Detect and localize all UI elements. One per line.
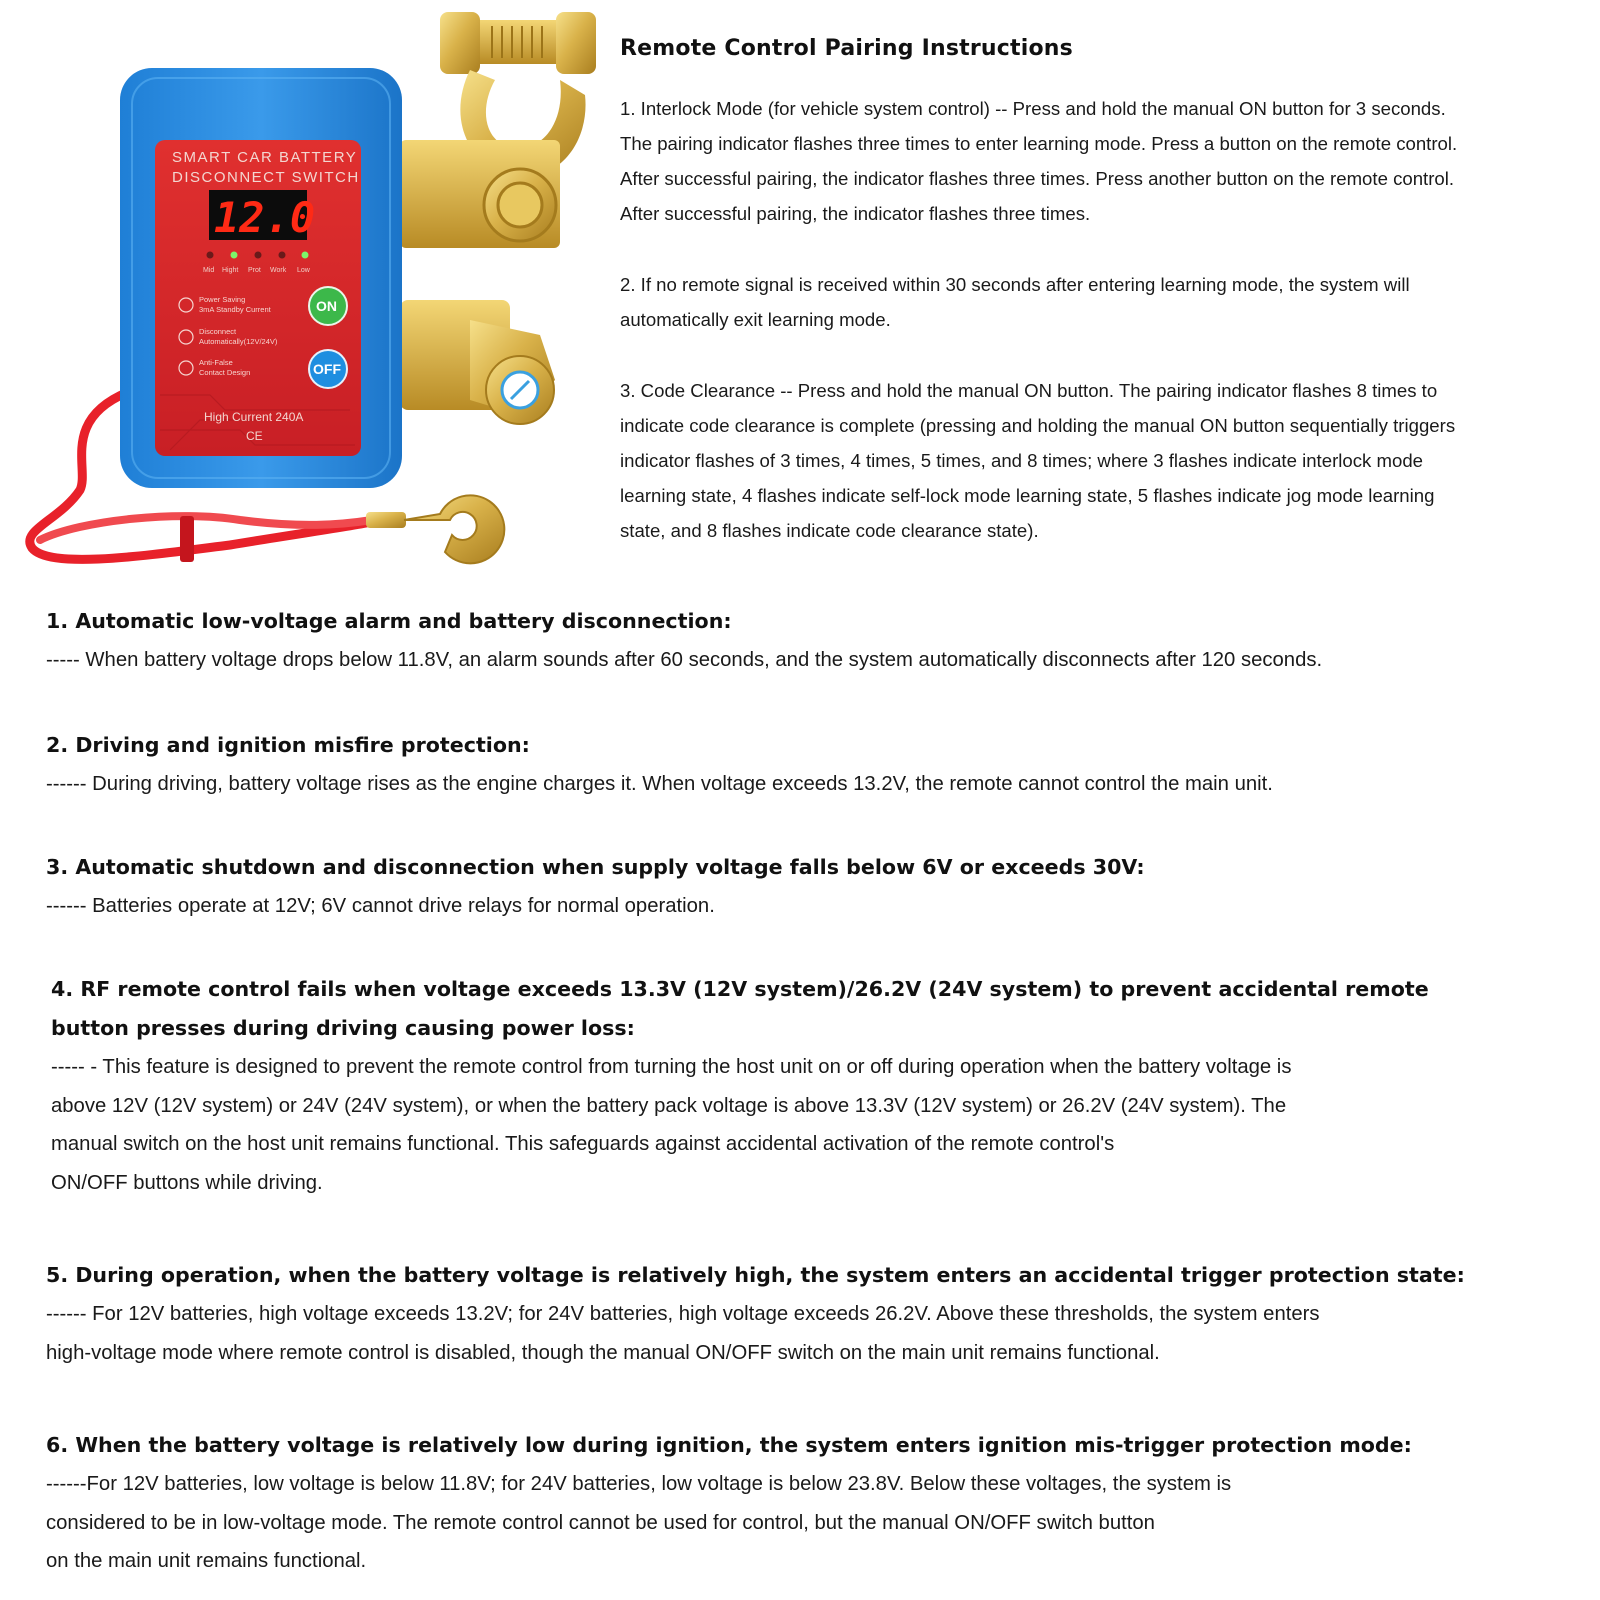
feature-body-line: ------ For 12V batteries, high voltage exceeds 13.2V; for 24V batteries, high voltage exceeds 26.2V. Above these thresholds, the system enters [46,1303,1320,1325]
pairing-step-3-line: learning state, 4 flashes indicate self-lock mode learning state, 5 flashes indicate jog mode learning [620,485,1435,506]
feature-antifalse-line1: Anti-False [199,358,233,367]
feature-voltage-shutdown [46,848,1576,926]
feature-low-voltage-alarm [46,602,1576,680]
feature-heading [46,1256,1576,1295]
pairing-step-1-line: After successful pairing, the indicator flashes three times. Press another button on the remote control. [620,168,1455,189]
feature-heading [46,726,1576,765]
feature-body-line: on the main unit remains functional. [46,1550,367,1572]
feature-body [46,765,1576,804]
pairing-step-2 [620,267,1595,337]
feature-body-line: ON/OFF buttons while driving. [51,1171,323,1194]
pairing-step-3 [620,373,1595,548]
battery-terminal-post [400,300,555,424]
feature-misfire-protection [46,726,1576,804]
feature-heading-line: 6. When the battery voltage is relatively low during ignition, the system enters ignition mis-trigger protection mode: [46,1433,1412,1457]
pairing-title: Remote Control Pairing Instructions [620,36,1073,61]
feature-high-voltage-protection [46,1256,1576,1372]
feature-heading [46,1426,1576,1465]
feature-heading [46,848,1576,887]
pairing-step-3-line: 3. Code Clearance -- Press and hold the manual ON button. The pairing indicator flashes 8 times to [620,380,1438,401]
feature-body-line: above 12V (12V system) or 24V (24V system), or when the battery pack voltage is above 13.3V (12V system) or 26.2V (24V system). The [51,1094,1287,1117]
off-button-label: OFF [313,361,341,377]
feature-body-line: ------ Batteries operate at 12V; 6V cannot drive relays for normal operation. [46,895,715,917]
indicator-label-prot: Prot [248,267,261,274]
feature-body-line: ------ During driving, battery voltage rises as the engine charges it. When voltage exceeds 13.2V, the remote cannot control the main unit. [46,773,1273,795]
voltage-display-value: 12.0 [214,193,316,242]
device-title-line2: DISCONNECT SWITCH [172,169,360,186]
feature-heading-line: 5. During operation, when the battery voltage is relatively high, the system enters an accidental trigger protection state: [46,1263,1465,1287]
feature-heading [51,970,1581,1048]
feature-body-line: ----- When battery voltage drops below 11.8V, an alarm sounds after 60 seconds, and the system automatically disconnects after 120 seconds. [46,649,1323,671]
pairing-step-1-line: The pairing indicator flashes three times to enter learning mode. Press a button on the remote control. [620,133,1458,154]
feature-body [46,1465,1576,1581]
feature-heading-line: 1. Automatic low-voltage alarm and battery disconnection: [46,609,732,633]
pairing-step-1-line: After successful pairing, the indicator flashes three times. [620,203,1091,224]
pairing-step-2-line: 2. If no remote signal is received within 30 seconds after entering learning mode, the system will [620,274,1410,295]
pairing-step-3-line: indicate code clearance is complete (pressing and holding the manual ON button sequentially triggers [620,415,1456,436]
on-button-label: ON [316,298,337,314]
feature-body [46,1295,1576,1372]
feature-heading [46,602,1576,641]
feature-heading-line: 4. RF remote control fails when voltage exceeds 13.3V (12V system)/26.2V (24V system) to prevent accidental remote [51,977,1429,1001]
feature-body-line: high-voltage mode where remote control is disabled, though the manual ON/OFF switch on the main unit remains functional. [46,1341,1160,1364]
pairing-step-2-line: automatically exit learning mode. [620,309,891,330]
feature-heading-line: button presses during driving causing power loss: [51,1016,635,1040]
feature-disconnect-line1: Disconnect [199,327,237,336]
feature-ignition-mistrigger-protection [46,1426,1576,1581]
feature-body-line: considered to be in low-voltage mode. The remote control cannot be used for control, but the manual ON/OFF switch button [46,1511,1155,1534]
feature-body-line: manual switch on the host unit remains functional. This safeguards against accidental activation of the remote control's [51,1133,1115,1155]
feature-heading-line: 3. Automatic shutdown and disconnection when supply voltage falls below 6V or exceeds 30V: [46,855,1145,879]
pairing-step-1-line: 1. Interlock Mode (for vehicle system control) -- Press and hold the manual ON button for 3 seconds. [620,98,1446,119]
pairing-instructions [620,36,1595,548]
indicator-label-low: Low [297,267,310,274]
feature-antifalse-line2: Contact Design [199,368,251,377]
battery-terminal-clamp [400,12,596,248]
pairing-step-1 [620,91,1595,231]
feature-body-line: ----- - This feature is designed to prevent the remote control from turning the host unit on or off during operation when the battery voltage is [51,1056,1292,1078]
indicator-label-mid: Mid [203,267,215,274]
feature-heading-line: 2. Driving and ignition misfire protection: [46,733,530,757]
pairing-step-3-line: indicator flashes of 3 times, 4 times, 5 times, and 8 times; where 3 flashes indicate interlock mode [620,450,1423,471]
feature-power-line2: 3mA Standby Current [199,305,271,314]
switch-front-panel [155,140,361,456]
feature-body [51,1048,1581,1202]
indicator-label-hight: Hight [222,267,239,274]
current-rating: High Current 240A [204,410,304,424]
ce-mark: CE [246,429,263,443]
feature-rf-remote-lockout [51,970,1581,1202]
battery-disconnect-switch-image [0,0,610,590]
feature-disconnect-line2: Automatically(12V/24V) [199,337,278,346]
feature-body-line: ------For 12V batteries, low voltage is below 11.8V; for 24V batteries, low voltage is below 23.8V. Below these voltages, the system is [46,1473,1232,1495]
device-title-line1: SMART CAR BATTERY [172,149,358,166]
pairing-step-3-line: state, and 8 flashes indicate code clearance state). [620,520,1039,541]
feature-body [46,641,1576,680]
feature-power-line1: Power Saving [199,295,246,304]
indicator-label-work: Work [270,267,287,274]
feature-body [46,887,1576,926]
